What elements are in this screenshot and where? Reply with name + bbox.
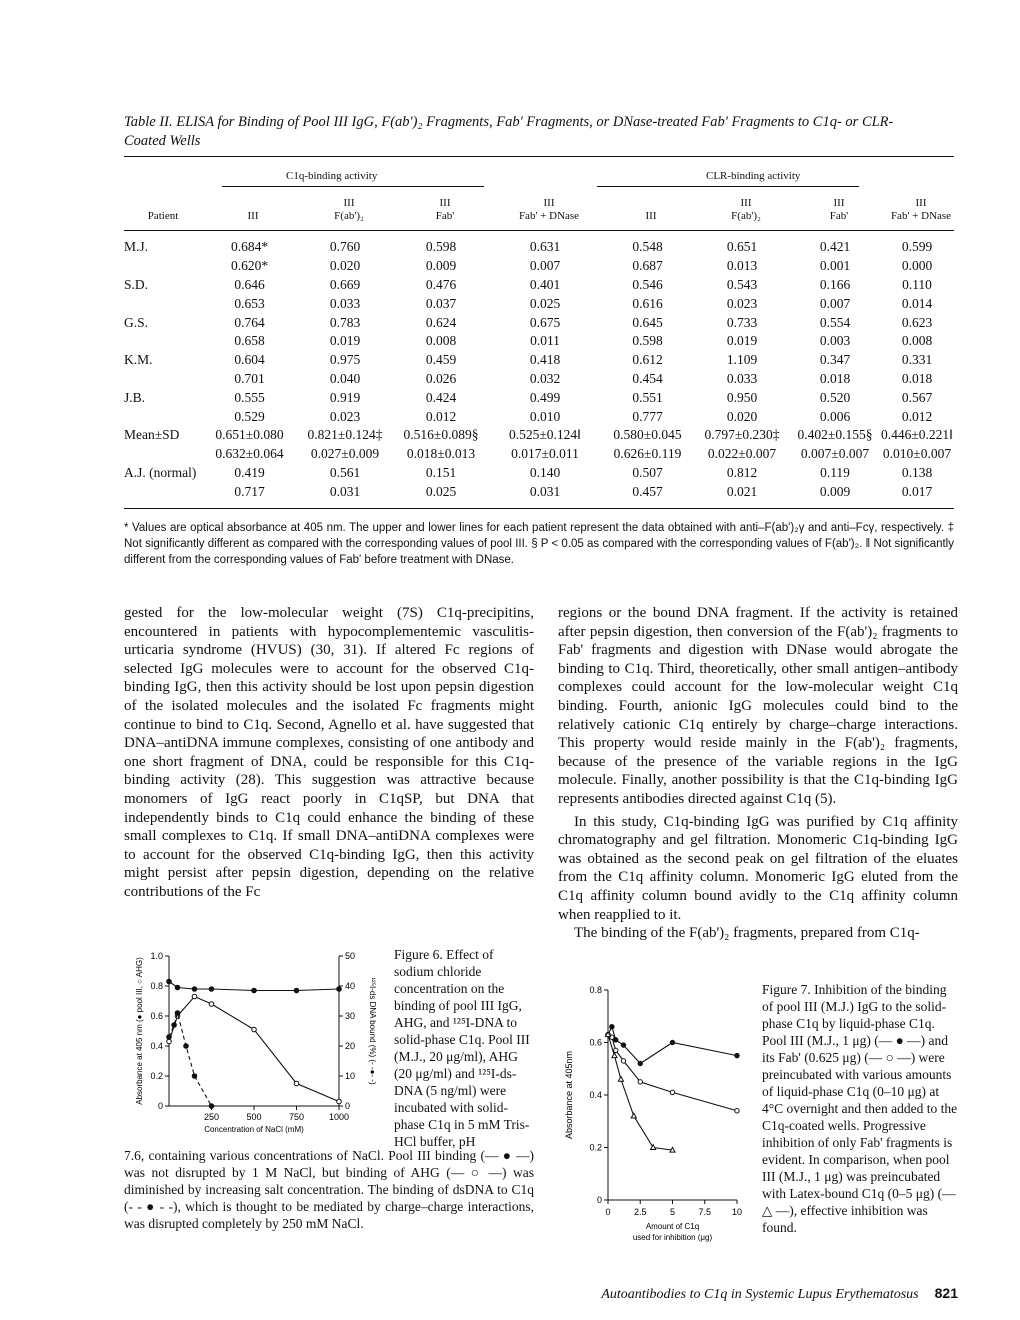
value-cell: 0.012: [425, 408, 457, 424]
value-cell: 0.419: [234, 464, 265, 480]
y-tick-label: 0.4: [150, 1041, 163, 1051]
y-tick-label: 0: [596, 1195, 602, 1205]
table-footnote: * Values are optical absorbance at 405 nm. The upper and lower lines for each patient represent the data obtained with anti–F(ab')₂γ and anti–Fcγ, respectively. ‡ Not significantly different as compared with the corresponding values of pool III. § P < 0.05 as compared with the corresponding values of F(ab')₂. ‖ Not significantly different from the corresponding values of Fab' before treatment with DNase.: [124, 522, 954, 566]
value-cell: 0.669: [329, 276, 361, 292]
x-tick-label: 5: [669, 1207, 676, 1217]
patient-cell: M.J.: [124, 239, 149, 255]
value-cell: 0.567: [901, 389, 933, 405]
x-tick-label: 750: [288, 1112, 305, 1122]
value-cell: 0.620*: [230, 258, 269, 274]
value-cell: 0.009: [819, 483, 851, 499]
figure-6-caption: Figure 6. Effect of sodium chloride concentration on the binding of pool III IgG, AHG, and ¹²⁵I-DNA to solid-phase C1q. Pool III (M.J., 20 μg/ml), AHG (20 μg/ml) and ¹²⁵I-ds-DNA (5 ng/ml) were incubated with solid-phase C1q in 5 mM Tris-HCl buffer, pH: [394, 947, 530, 1149]
y-tick-label: 0.2: [150, 1071, 163, 1081]
data-point: [192, 994, 197, 999]
value-cell: 0.975: [329, 352, 361, 368]
data-point: [209, 1104, 214, 1109]
col-header-5-bottom: III: [645, 210, 657, 222]
data-point: [337, 1099, 342, 1104]
value-cell: 0.018: [901, 370, 933, 386]
figure-7-caption: Figure 7. Inhibition of the binding of pool III (M.J.) IgG to the solid-phase C1q by liquid-phase C1q. Pool III (M.J., 1 μg) (— ● —) and its Fab' (0.625 μg) (— ○ —) were preincubated with various amounts of liquid-phase C1q (0–10 μg) at 4°C overnight and then added to the C1q-coated wells. Progressive inhibition of only Fab' fragments is evident. In comparison, when pool III (M.J., 1 μg) was preincubated with Latex-bound C1q (0–5 μg) (— △ —), effective inhibition was found.: [762, 982, 958, 1235]
col-header-2-top: III: [343, 197, 355, 209]
patient-cell: K.M.: [124, 352, 153, 368]
value-cell: 0.516±0.089§: [403, 427, 479, 443]
body-column-right: [558, 604, 958, 943]
value-cell: 0.166: [819, 276, 851, 292]
value-cell: 0.457: [632, 483, 663, 499]
table-caption: Table II. ELISA for Binding of Pool III IgG, F(ab')₂ Fragments, Fab' Fragments, or DNase-treated Fab' Fragments to C1q- or CLR-Coated Wells: [124, 114, 894, 149]
value-cell: 0.331: [901, 352, 933, 368]
col-header-patient: Patient: [147, 210, 179, 222]
y2-axis-label: ¹²⁵I-ds DNA bound (%) (- -●- -): [368, 977, 377, 1085]
col-header-1-bottom: III: [247, 210, 259, 222]
patient-cell: [124, 482, 202, 501]
value-cell: 0.632±0.064: [215, 446, 284, 462]
value-cell: 0.151: [425, 464, 457, 480]
clr-group-line: [597, 186, 859, 187]
value-cell: 0.424: [425, 389, 457, 405]
value-cell: 0.010: [529, 408, 561, 424]
col-header-6-bottom: F(ab')₂: [731, 210, 761, 222]
value-cell: 0.507: [632, 464, 663, 480]
x-axis-label: Concentration of NaCl (mM): [204, 1125, 304, 1134]
value-cell: 0.027±0.009: [310, 446, 380, 462]
data-point: [638, 1080, 642, 1084]
value-cell: 0.014: [901, 295, 933, 311]
value-cell: 0.520: [819, 389, 851, 405]
value-cell: 0.646: [234, 276, 265, 292]
table-row: [124, 388, 954, 407]
value-cell: 0.651±0.080: [215, 427, 284, 443]
table-row: [124, 407, 954, 426]
value-cell: 0.701: [234, 370, 265, 386]
value-cell: 0.031: [329, 483, 361, 499]
col-header-8-top: III: [915, 197, 927, 209]
x-tick-label: 500: [246, 1112, 262, 1122]
data-point: [209, 987, 214, 992]
table-row: [124, 482, 954, 501]
x-tick-label: 250: [203, 1112, 220, 1122]
value-cell: 0.019: [329, 333, 361, 349]
value-cell: 0.025: [425, 483, 457, 499]
value-cell: 0.675: [529, 314, 561, 330]
data-table: [124, 238, 954, 501]
value-cell: 0.554: [819, 314, 851, 330]
c1q-group-line: [222, 186, 484, 187]
figure-7-chart: [552, 978, 752, 1250]
value-cell: 0.525±0.124‖: [509, 427, 581, 443]
figure-7-plot: [564, 985, 742, 1242]
value-cell: 0.476: [425, 276, 457, 292]
paragraph: gested for the low-molecular weight (7S) C1q-precipitins, encountered in patients with hypocomplementemic vasculitis-urticaria syndrome (HVUS) (30, 31). If altered Fc regions of selected IgG molecules were to account for the observed C1q-binding IgG, then this activity should be lost upon pepsin digestion of the isolated molecules and the isolated Fc fragments might continue to bind to C1q. Second, Agnello et al. have suggested that DNA–antiDNA immune complexes, consisting of one antibody and one short fragment of DNA, could be responsible for this C1q-binding activity (28). This suggestion was attractive because monomers of IgG react poorly in C1qSP, but DNA that independently binds to C1q could enhance the binding of these small complexes to C1q. If small DNA–antiDNA complexes were to account for the observed C1q-binding IgG, then this activity might persist after pepsin digestion, depending on the relative contributions of the Fc: [124, 605, 534, 900]
table-body: [124, 238, 954, 501]
col-header-7-bottom: Fab': [829, 210, 849, 222]
value-cell: 0.645: [632, 314, 663, 330]
data-point: [192, 987, 197, 992]
y2-tick-label: 0: [345, 1101, 351, 1111]
table-row: [124, 276, 954, 295]
data-point: [605, 1032, 610, 1037]
value-cell: 0.651: [726, 239, 758, 255]
value-cell: 0.418: [529, 352, 561, 368]
data-point: [631, 1113, 636, 1118]
data-point: [735, 1109, 739, 1113]
value-cell: 0.421: [819, 239, 851, 255]
data-point: [184, 1044, 189, 1049]
y-tick-label: 0.4: [589, 1090, 602, 1100]
page-footer: [601, 1285, 958, 1303]
value-cell: 0.018: [819, 370, 851, 386]
value-cell: 0.631: [529, 239, 561, 255]
patient-cell: A.J. (normal): [124, 464, 197, 480]
value-cell: 0.037: [425, 295, 457, 311]
value-cell: 0.604: [234, 352, 265, 368]
y-tick-label: 0.8: [150, 981, 163, 991]
y-axis-label: Absorbance at 405 nm (● pool III, ○ AHG): [135, 957, 144, 1105]
patient-cell: [124, 257, 202, 276]
table-bottom-rule: [124, 508, 954, 509]
patient-cell: S.D.: [124, 276, 149, 292]
series-line-fab: [608, 1035, 737, 1111]
value-cell: 0.401: [529, 276, 561, 292]
y-tick-label: 0.6: [150, 1011, 163, 1021]
value-cell: 0.598: [632, 333, 663, 349]
data-point: [167, 979, 172, 984]
y-tick-label: 1.0: [150, 951, 163, 961]
value-cell: 0.684*: [230, 239, 269, 255]
col-header-3-top: III: [439, 197, 451, 209]
data-point: [612, 1053, 617, 1058]
value-cell: 0.023: [726, 295, 758, 311]
value-cell: 0.033: [726, 370, 758, 386]
col-header-3-bottom: Fab': [435, 210, 455, 222]
x-tick-label: 10: [731, 1207, 743, 1217]
value-cell: 0.022±0.007: [707, 446, 777, 462]
paragraph: The binding of the F(ab')₂ fragments, prepared from C1q-: [574, 925, 920, 942]
value-cell: 0.010±0.007: [882, 446, 952, 462]
value-cell: 0.040: [329, 370, 361, 386]
journal-running-title: Autoantibodies to C1q in Systemic Lupus Erythematosus: [601, 1287, 919, 1302]
value-cell: 0.717: [234, 483, 265, 499]
patient-cell: [124, 445, 202, 464]
col-header-4-top: III: [543, 197, 555, 209]
value-cell: 0.020: [329, 258, 361, 274]
value-cell: 0.000: [901, 258, 933, 274]
value-cell: 0.026: [425, 370, 457, 386]
table-row: [124, 464, 954, 483]
data-point: [192, 1074, 197, 1079]
value-cell: 0.653: [234, 295, 265, 311]
value-cell: 0.013: [726, 258, 758, 274]
data-point: [610, 1025, 614, 1029]
value-cell: 0.499: [529, 389, 561, 405]
patient-cell: [124, 332, 202, 351]
value-cell: 0.555: [234, 389, 265, 405]
value-cell: 0.598: [425, 239, 457, 255]
value-cell: 0.612: [632, 352, 663, 368]
value-cell: 0.658: [234, 333, 265, 349]
value-cell: 0.543: [726, 276, 758, 292]
value-cell: 0.007±0.007: [800, 446, 870, 462]
data-point: [167, 1039, 172, 1044]
value-cell: 0.025: [529, 295, 561, 311]
value-cell: 0.017: [901, 483, 933, 499]
y-tick-label: 0.6: [589, 1037, 602, 1048]
value-cell: 0.033: [329, 295, 361, 311]
value-cell: 0.021: [726, 483, 758, 499]
x-tick-label: 0: [605, 1207, 611, 1217]
value-cell: 0.777: [632, 408, 663, 424]
y2-tick-label: 30: [345, 1011, 356, 1021]
value-cell: 0.446±0.221‖: [881, 427, 953, 443]
col-header-8-bottom: Fab' + DNase: [890, 210, 952, 222]
value-cell: 0.017±0.011: [511, 446, 579, 462]
data-point: [294, 1081, 299, 1086]
data-point: [337, 987, 342, 992]
value-cell: 0.783: [329, 314, 361, 330]
x-axis-label: used for inhibition (μg): [632, 1233, 713, 1242]
table-row: [124, 351, 954, 370]
value-cell: 0.012: [901, 408, 933, 424]
value-cell: 0.548: [632, 239, 663, 255]
value-cell: 0.007: [529, 258, 561, 274]
x-tick-label: 7.5: [698, 1207, 712, 1217]
y2-tick-label: 40: [345, 981, 356, 991]
paragraph: In this study, C1q-binding IgG was purified by C1q affinity chromatography and gel filtration. Monomeric C1q-binding IgG was obtained as the second peak on gel filtration of the eluates from the C1q affinity column. Monomeric IgG eluted from the C1q affinity column bound avidly to the C1q affinity column when reapplied to it.: [558, 813, 958, 923]
patient-cell: [124, 407, 202, 426]
value-cell: 0.764: [234, 314, 265, 330]
value-cell: 0.561: [329, 464, 361, 480]
table-row: [124, 370, 954, 389]
value-cell: 0.011: [530, 333, 560, 349]
value-cell: 0.950: [726, 389, 758, 405]
data-point: [670, 1090, 674, 1094]
patient-cell: [124, 370, 202, 389]
y-tick-label: 0.2: [589, 1142, 602, 1153]
page-number: 821: [934, 1285, 958, 1301]
value-cell: 0.018±0.013: [406, 446, 476, 462]
paragraph: regions or the bound DNA fragment. If the activity is retained after pepsin digestion, then conversion of the F(ab')₂ fragments to Fab' fragments and digestion with DNase would abrogate the binding to C1q. Third, theoretically, other small antigen–antibody complexes could account for the low-molecular weight C1q binding. Fourth, anionic IgG molecules could bind to the relatively cationic C1q entirely by charge–charge interactions. This property would reside mainly in the F(ab')₂ fragments, because of the presence of the variable regions in the IgG molecule. Finally, another possibility is that the C1q-binding IgG represents antibodies directed against C1q (5).: [558, 605, 958, 807]
value-cell: 0.019: [726, 333, 758, 349]
figure-6-caption-continued: 7.6, containing various concentrations of NaCl. Pool III binding (— ● —) was not disrupted by 1 M NaCl, but binding of AHG (— ○ —) was diminished by increasing salt concentration. The binding of dsDNA to C1q (- - ● - -), which is thought to be mediated by charge–charge interactions, was disrupted completely by 250 mM NaCl.: [124, 1148, 534, 1231]
data-point: [670, 1147, 675, 1152]
value-cell: 0.599: [901, 239, 933, 255]
clr-group-header: CLR-binding activity: [706, 170, 801, 182]
value-cell: 0.008: [901, 333, 933, 349]
data-point: [167, 1035, 172, 1040]
value-cell: 0.626±0.119: [613, 446, 682, 462]
figure-6-chart: [124, 940, 384, 1145]
data-point: [614, 1048, 618, 1052]
y-axis-label: Absorbance at 405nm: [564, 1050, 574, 1140]
value-cell: 0.919: [329, 389, 361, 405]
value-cell: 0.812: [726, 464, 758, 480]
table-row: [124, 332, 954, 351]
y-tick-label: 0: [157, 1101, 163, 1111]
value-cell: 0.119: [820, 464, 850, 480]
value-cell: 0.347: [819, 352, 851, 368]
data-point: [621, 1043, 625, 1047]
value-cell: 0.687: [632, 258, 663, 274]
value-cell: 0.551: [632, 389, 663, 405]
value-cell: 0.140: [529, 464, 561, 480]
value-cell: 0.821±0.124‡: [307, 427, 383, 443]
col-header-7-top: III: [833, 197, 845, 209]
value-cell: 0.001: [819, 258, 851, 274]
value-cell: 0.402±0.155§: [797, 427, 873, 443]
table-row: [124, 445, 954, 464]
x-axis-label: Amount of C1q: [645, 1222, 700, 1231]
patient-cell: [124, 294, 202, 313]
value-cell: 0.031: [529, 483, 561, 499]
value-cell: 0.009: [425, 258, 457, 274]
patient-cell: J.B.: [124, 389, 146, 405]
data-point: [618, 1076, 623, 1081]
value-cell: 0.032: [529, 370, 561, 386]
value-cell: 0.008: [425, 333, 457, 349]
table-row: [124, 257, 954, 276]
c1q-group-header: C1q-binding activity: [286, 170, 378, 182]
table-row: [124, 294, 954, 313]
value-cell: 0.733: [726, 314, 758, 330]
value-cell: 0.616: [632, 295, 663, 311]
table-top-rule: [124, 156, 954, 157]
y-tick-label: 0.8: [589, 985, 602, 995]
figure-6-plot: [135, 951, 377, 1134]
body-column-left: [124, 604, 534, 902]
value-cell: 0.003: [819, 333, 851, 349]
x-tick-label: 1000: [328, 1112, 350, 1122]
value-cell: 0.529: [234, 408, 265, 424]
x-tick-label: 2.5: [633, 1207, 647, 1217]
data-point: [621, 1059, 625, 1063]
col-header-4-bottom: Fab' + DNase: [518, 210, 580, 222]
value-cell: 0.623: [901, 314, 933, 330]
data-point: [209, 1002, 214, 1007]
data-point: [735, 1053, 739, 1057]
y2-tick-label: 50: [345, 951, 356, 961]
header-rule: [124, 230, 954, 231]
value-cell: 0.110: [902, 276, 932, 292]
y2-tick-label: 10: [345, 1071, 356, 1081]
value-cell: 0.454: [632, 370, 663, 386]
patient-cell: Mean±SD: [124, 427, 180, 443]
data-point: [175, 985, 180, 990]
data-point: [252, 988, 257, 993]
col-header-2-bottom: F(ab')₂: [334, 210, 364, 222]
value-cell: 0.006: [819, 408, 851, 424]
value-cell: 0.546: [632, 276, 663, 292]
data-point: [294, 988, 299, 993]
value-cell: 0.007: [819, 295, 851, 311]
data-point: [175, 1011, 180, 1016]
value-cell: 0.580±0.045: [613, 427, 682, 443]
value-cell: 0.797±0.230‡: [704, 427, 780, 443]
value-cell: 0.760: [329, 239, 361, 255]
value-cell: 0.138: [901, 464, 933, 480]
value-cell: 0.624: [425, 314, 457, 330]
y2-tick-label: 20: [345, 1041, 356, 1051]
value-cell: 0.023: [329, 408, 361, 424]
col-header-6-top: III: [740, 197, 752, 209]
table-row: [124, 426, 954, 445]
value-cell: 0.459: [425, 352, 457, 368]
table-row: [124, 238, 954, 257]
table-row: [124, 313, 954, 332]
data-point: [670, 1040, 674, 1044]
data-point: [172, 1023, 177, 1028]
value-cell: 1.109: [726, 352, 758, 368]
data-point: [252, 1027, 257, 1032]
value-cell: 0.020: [726, 408, 758, 424]
patient-cell: G.S.: [124, 314, 149, 330]
data-point: [638, 1061, 642, 1065]
series-line-ahg: [169, 997, 339, 1102]
